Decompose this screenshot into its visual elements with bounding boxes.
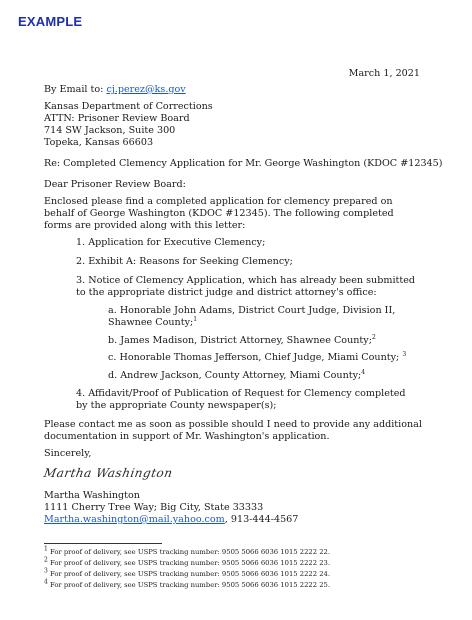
list-item: 4. Affidavit/Proof of Publication of Request for Clemency completed by the appropriate County newspaper(s); — [76, 388, 406, 411]
footnote-ref: 3 — [402, 350, 407, 358]
sub-item-text: d. Andrew Jackson, County Attorney, Miami County; — [108, 370, 362, 381]
recipient-line-1: Kansas Department of Corrections — [44, 101, 213, 112]
sender-phone: , 913-444-4567 — [224, 514, 299, 525]
footnote-number: 2 — [44, 556, 48, 564]
recipient-line-2: ATTN: Prisoner Review Board — [44, 113, 190, 124]
salutation: Dear Prisoner Review Board: — [44, 179, 186, 190]
footnote-number: 1 — [44, 545, 48, 553]
sub-item-text: b. James Madison, District Attorney, Shawnee County; — [108, 335, 372, 346]
footnote-ref: 2 — [371, 333, 376, 341]
sub-list-item — [108, 305, 418, 329]
footnote — [44, 578, 331, 590]
recipient-line-4: Topeka, Kansas 66603 — [44, 137, 154, 148]
footnote — [44, 556, 331, 568]
footnote — [44, 545, 331, 557]
letter-date: March 1, 2021 — [348, 68, 420, 79]
sub-list-item — [108, 370, 418, 382]
list-item: 1. Application for Executive Clemency; — [76, 237, 266, 248]
footnote-text: For proof of delivery, see USPS tracking number: 9505 5066 6036 1015 2222 22. — [47, 548, 331, 556]
sender-address: 1111 Cherry Tree Way; Big City, State 33333 — [44, 502, 264, 513]
sub-item-text: c. Honorable Thomas Jefferson, Chief Judge, Miami County; — [108, 352, 403, 363]
example-label: EXAMPLE — [18, 14, 83, 29]
footnote-number: 4 — [44, 578, 48, 586]
sender-email-link[interactable]: Martha.washington@mail.yahoo.com — [44, 514, 225, 525]
recipient-email-link[interactable]: cj.perez@ks.gov — [106, 84, 186, 95]
email-line — [44, 84, 186, 96]
signature: Martha Washington — [42, 466, 174, 480]
footnote-divider — [44, 543, 162, 544]
sub-list-item — [108, 352, 418, 364]
footnote-number: 3 — [44, 567, 48, 575]
sub-list-item — [108, 335, 418, 347]
footnote — [44, 567, 331, 579]
closing: Sincerely, — [44, 448, 92, 459]
sender-name: Martha Washington — [44, 490, 140, 501]
list-item: 3. Notice of Clemency Application, which has already been submitted to the appropriate district judge and district attorney's office: — [76, 275, 416, 298]
by-email-label: By Email to: — [44, 84, 107, 95]
intro-paragraph: Enclosed please find a completed application for clemency prepared on behalf of George Washington (KDOC #12345). The following completed forms are provided along with this letter: — [44, 196, 394, 231]
subject-line: Re: Completed Clemency Application for Mr. George Washington (KDOC #12345) — [44, 158, 443, 169]
footnote-text: For proof of delivery, see USPS tracking number: 9505 5066 6036 1015 2222 25. — [47, 581, 331, 589]
recipient-line-3: 714 SW Jackson, Suite 300 — [44, 125, 176, 136]
closing-paragraph: Please contact me as soon as possible should I need to provide any additional documentation in support of Mr. Washington's application. — [44, 419, 422, 442]
footnote-ref: 1 — [193, 315, 198, 323]
sender-contact — [44, 514, 298, 526]
sub-item-text: a. Honorable John Adams, District Court Judge, Division II, Shawnee County; — [108, 305, 396, 328]
footnote-ref: 4 — [361, 368, 366, 376]
footnote-text: For proof of delivery, see USPS tracking number: 9505 5066 6036 1015 2222 24. — [47, 570, 331, 578]
footnote-text: For proof of delivery, see USPS tracking number: 9505 5066 6036 1015 2222 23. — [47, 559, 331, 567]
list-item: 2. Exhibit A: Reasons for Seeking Clemency; — [76, 256, 293, 267]
